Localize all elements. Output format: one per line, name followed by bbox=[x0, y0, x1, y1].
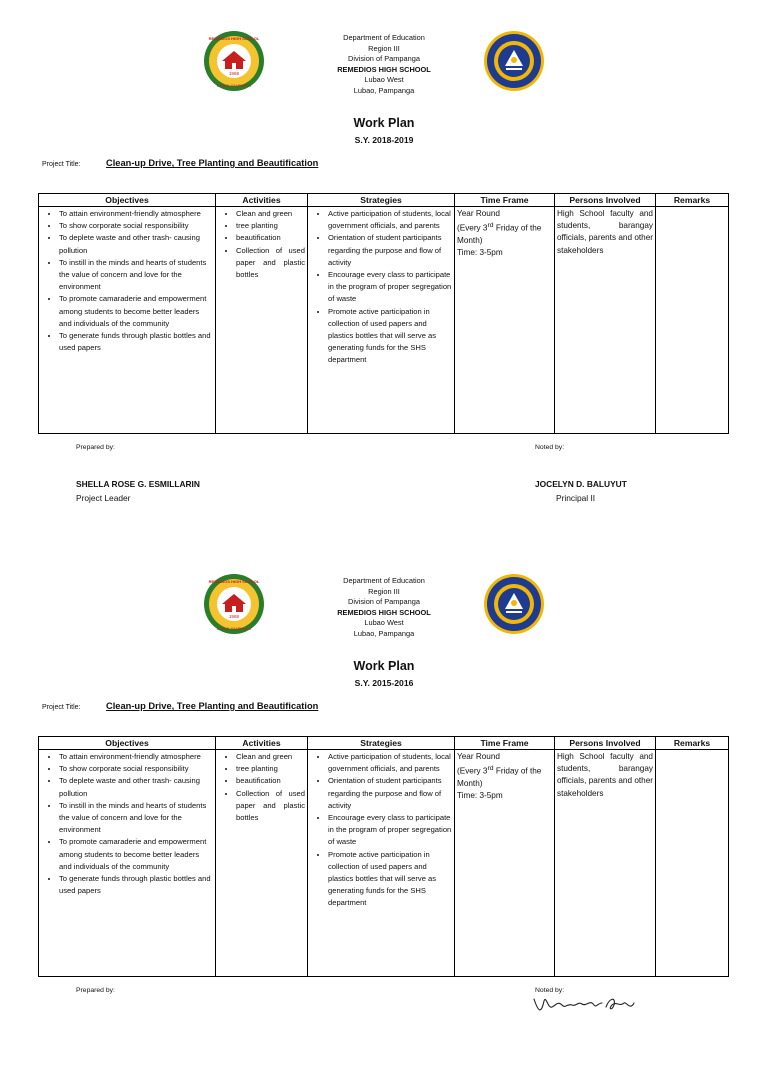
header-department: Department of Education bbox=[343, 33, 425, 42]
activities-cell bbox=[216, 207, 308, 434]
page-title: Work Plan bbox=[353, 659, 415, 673]
header-persons-involved: Persons Involved bbox=[555, 194, 656, 207]
list-item: • Encourage every class to participate in the program of proper segregation of waste bbox=[328, 812, 452, 849]
list-item: • To deplete waste and other trash- causing pollution bbox=[59, 232, 213, 256]
work-plan-page-2 bbox=[0, 543, 768, 1086]
table-header-row bbox=[39, 194, 729, 207]
list-item: • Encourage every class to participate in the program of proper segregation of waste bbox=[328, 269, 452, 306]
list-item: • To show corporate social responsibility bbox=[59, 220, 213, 232]
school-year: S.Y. 2015-2016 bbox=[354, 678, 414, 688]
time-frame-line: (Every 3rd Friday of the Month) bbox=[457, 222, 542, 246]
list-item: • Clean and green bbox=[236, 208, 305, 220]
table-row bbox=[39, 750, 729, 977]
time-frame-line: Year Round bbox=[457, 752, 500, 761]
noted-by-label: Noted by: bbox=[535, 444, 565, 451]
time-frame-line: Time: 3-5pm bbox=[457, 248, 503, 258]
handwritten-signature bbox=[532, 991, 642, 1021]
school-logo-name: REMEDIOS HIGH SCHOOL bbox=[208, 579, 260, 584]
list-item: • To generate funds through plastic bottles and used papers bbox=[59, 330, 213, 354]
work-plan-table bbox=[38, 736, 729, 977]
header-school-name: REMEDIOS HIGH SCHOOL bbox=[337, 607, 431, 617]
project-leader-title: Project Leader bbox=[76, 493, 131, 503]
header-district: Lubao West bbox=[364, 75, 404, 85]
school-logo-year: 1968 bbox=[228, 614, 240, 619]
time-frame-cell bbox=[455, 750, 555, 977]
list-item: • Collection of used paper and plastic bottles bbox=[236, 788, 305, 825]
list-item: • To attain environment-friendly atmosphere bbox=[59, 208, 213, 220]
time-frame-line: Year Round bbox=[457, 209, 500, 218]
project-title: Clean-up Drive, Tree Planting and Beautification bbox=[106, 158, 319, 168]
list-item: • Orientation of student participants regarding the purpose and flow of activity bbox=[328, 775, 452, 812]
list-item: • tree planting bbox=[236, 220, 305, 232]
header-objectives: Objectives bbox=[39, 737, 216, 750]
header-address: Lubao, Pampanga bbox=[353, 628, 415, 638]
project-title-label: Project Title: bbox=[42, 161, 81, 168]
header-time-frame: Time Frame bbox=[455, 737, 555, 750]
school-logo-year: 1968 bbox=[228, 71, 240, 76]
prepared-by-label: Prepared by: bbox=[76, 987, 115, 994]
activities-cell bbox=[216, 750, 308, 977]
principal-title: Principal II bbox=[556, 493, 596, 503]
list-item: • To promote camaraderie and empowerment among students to become better leaders and individuals of the community bbox=[59, 836, 213, 873]
persons-involved-cell bbox=[555, 750, 656, 977]
list-item: • To deplete waste and other trash- causing pollution bbox=[59, 775, 213, 799]
header-division: Division of Pampanga bbox=[348, 54, 420, 64]
school-header bbox=[284, 576, 484, 640]
header-strategies: Strategies bbox=[308, 737, 455, 750]
header-activities: Activities bbox=[216, 737, 308, 750]
list-item: • beautification bbox=[236, 775, 305, 787]
header-region: Region III bbox=[368, 586, 400, 596]
time-frame-cell bbox=[455, 207, 555, 434]
header-remarks: Remarks bbox=[656, 194, 729, 207]
list-item: • To instill in the minds and hearts of students the value of concern and love for the environment bbox=[59, 800, 213, 837]
strategies-cell bbox=[308, 750, 455, 977]
school-header bbox=[284, 33, 484, 97]
persons-involved-text: High School faculty and students, barangay officials, parents and other stakeholders bbox=[557, 752, 653, 798]
school-seal-logo bbox=[203, 30, 265, 92]
list-item: • Promote active participation in collection of used papers and plastics bottles that will serve as generating funds for the SHS department bbox=[328, 849, 452, 910]
header-district: Lubao West bbox=[364, 618, 404, 628]
list-item: • Clean and green bbox=[236, 751, 305, 763]
table-header-row bbox=[39, 737, 729, 750]
objectives-cell bbox=[39, 207, 216, 434]
header-strategies: Strategies bbox=[308, 194, 455, 207]
persons-involved-text: High School faculty and students, barangay officials, parents and other stakeholders bbox=[557, 209, 653, 255]
list-item: • To instill in the minds and hearts of students the value of concern and love for the environment bbox=[59, 257, 213, 294]
deped-seal-logo bbox=[483, 30, 545, 92]
header-department: Department of Education bbox=[343, 576, 425, 585]
school-seal-logo bbox=[203, 573, 265, 635]
project-title-label: Project Title: bbox=[42, 704, 81, 711]
header-remarks: Remarks bbox=[656, 737, 729, 750]
list-item: • beautification bbox=[236, 232, 305, 244]
list-item: • Active participation of students, local government officials, and parents bbox=[328, 751, 452, 775]
list-item: • To generate funds through plastic bottles and used papers bbox=[59, 873, 213, 897]
noted-by-label: Noted by: bbox=[535, 987, 565, 994]
page-title: Work Plan bbox=[353, 116, 415, 130]
header-address: Lubao, Pampanga bbox=[353, 85, 415, 95]
time-frame-line: Time: 3-5pm bbox=[457, 791, 503, 801]
list-item: • To promote camaraderie and empowerment among students to become better leaders and individuals of the community bbox=[59, 293, 213, 330]
school-logo-name: REMEDIOS HIGH SCHOOL bbox=[208, 36, 260, 41]
header-objectives: Objectives bbox=[39, 194, 216, 207]
remarks-cell bbox=[656, 207, 729, 434]
school-year: S.Y. 2018-2019 bbox=[354, 135, 414, 145]
project-title: Clean-up Drive, Tree Planting and Beautification bbox=[106, 701, 319, 711]
objectives-cell bbox=[39, 750, 216, 977]
header-persons-involved: Persons Involved bbox=[555, 737, 656, 750]
school-logo-location: LUBAO, PAMPANGA bbox=[216, 84, 252, 88]
list-item: • To attain environment-friendly atmosphere bbox=[59, 751, 213, 763]
list-item: • tree planting bbox=[236, 763, 305, 775]
deped-seal-logo bbox=[483, 573, 545, 635]
remarks-cell bbox=[656, 750, 729, 977]
table-row bbox=[39, 207, 729, 434]
prepared-by-label: Prepared by: bbox=[76, 444, 115, 451]
principal-name: JOCELYN D. BALUYUT bbox=[535, 479, 627, 489]
header-region: Region III bbox=[368, 43, 400, 53]
school-logo-location: LUBAO, PAMPANGA bbox=[216, 627, 252, 631]
persons-involved-cell bbox=[555, 207, 656, 434]
list-item: • To show corporate social responsibility bbox=[59, 763, 213, 775]
header-time-frame: Time Frame bbox=[455, 194, 555, 207]
list-item: • Collection of used paper and plastic bottles bbox=[236, 245, 305, 282]
project-leader-name: SHELLA ROSE G. ESMILLARIN bbox=[76, 479, 200, 489]
header-school-name: REMEDIOS HIGH SCHOOL bbox=[337, 64, 431, 74]
header-activities: Activities bbox=[216, 194, 308, 207]
list-item: • Orientation of student participants regarding the purpose and flow of activity bbox=[328, 232, 452, 269]
time-frame-line: (Every 3rd Friday of the Month) bbox=[457, 765, 542, 789]
list-item: • Active participation of students, local government officials, and parents bbox=[328, 208, 452, 232]
header-division: Division of Pampanga bbox=[348, 597, 420, 607]
work-plan-table bbox=[38, 193, 729, 434]
strategies-cell bbox=[308, 207, 455, 434]
list-item: • Promote active participation in collection of used papers and plastics bottles that will serve as generating funds for the SHS department bbox=[328, 306, 452, 367]
